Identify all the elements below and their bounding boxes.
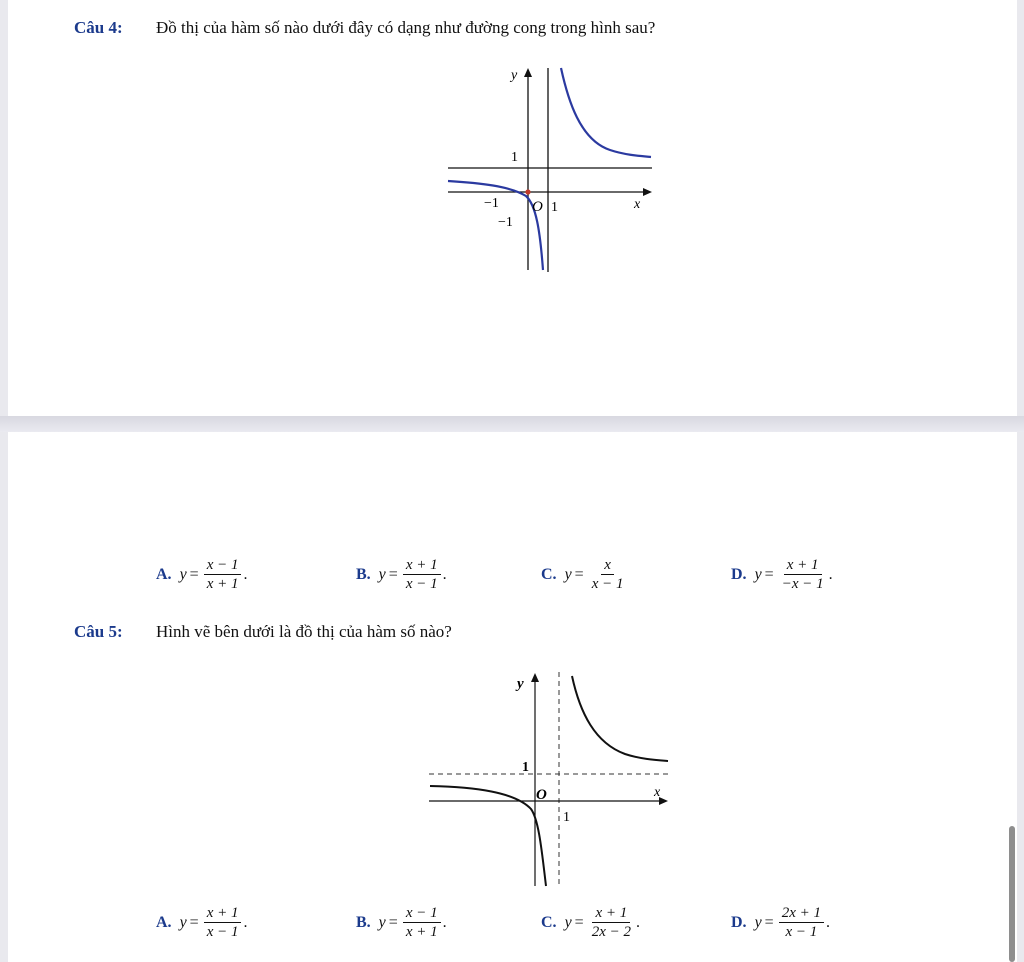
- q4-option-b[interactable]: B. y = $\frac{x + 1}{x - 1}$ .: [356, 557, 447, 592]
- q5-y-one-label: 1: [522, 760, 529, 775]
- option-tail: .: [635, 913, 640, 931]
- q5-curve-right-branch: [572, 676, 668, 761]
- option-letter: C.: [541, 913, 557, 931]
- option-fraction: [779, 556, 827, 593]
- q4-y-one-label: 1: [511, 150, 518, 165]
- question-4-number: Câu 4:: [74, 18, 123, 37]
- option-fraction: [403, 904, 441, 941]
- option-tail: .: [828, 565, 833, 583]
- q5-option-b[interactable]: B. y = $\frac{x - 1}{x + 1}$ .: [356, 905, 447, 940]
- fraction-denominator: −x − 1: [781, 576, 824, 592]
- q4-x-arrow: [643, 188, 652, 196]
- vertical-scrollbar[interactable]: [1009, 826, 1015, 962]
- option-tail: .: [442, 565, 447, 583]
- option-fraction: [204, 904, 242, 941]
- question-5-text: Hình vẽ bên dưới là đồ thị của hàm số nào?: [156, 622, 452, 641]
- fraction-denominator: x − 1: [591, 576, 624, 592]
- option-fraction: [589, 556, 627, 593]
- option-lhs: y: [754, 565, 762, 583]
- fraction-numerator: x: [601, 556, 614, 575]
- option-tail: .: [243, 565, 248, 583]
- q4-x-label: x: [634, 197, 641, 212]
- fraction-numerator: x − 1: [204, 556, 242, 575]
- option-fraction: [589, 904, 634, 941]
- q5-option-c[interactable]: C. y = $\frac{x + 1}{2x - 2}$ .: [541, 905, 640, 940]
- option-tail: .: [825, 913, 830, 931]
- option-fraction: [779, 904, 824, 941]
- q4-y-label: y: [511, 68, 518, 83]
- question-4-text: Đồ thị của hàm số nào dưới đây có dạng như đường cong trong hình sau?: [156, 18, 656, 37]
- q5-origin-label: O: [536, 787, 547, 803]
- q4-x-one-label: 1: [551, 200, 558, 215]
- question-4-heading: [74, 18, 656, 38]
- option-lhs: y: [378, 913, 386, 931]
- question-4-graph: [440, 60, 660, 275]
- option-letter: B.: [356, 565, 371, 583]
- option-letter: C.: [541, 565, 557, 583]
- fraction-numerator: x + 1: [592, 904, 630, 923]
- q4-origin-label: O: [532, 199, 543, 215]
- option-lhs: y: [754, 913, 762, 931]
- q5-x-label: x: [654, 785, 661, 800]
- fraction-numerator: x + 1: [204, 904, 242, 923]
- q4-curve-right-branch: [561, 68, 651, 157]
- q4-x-neg-one-label: −1: [484, 196, 499, 211]
- option-letter: B.: [356, 913, 371, 931]
- q5-x-arrow: [659, 797, 668, 805]
- fraction-denominator: x − 1: [405, 576, 438, 592]
- q5-option-a[interactable]: A. y = $\frac{x + 1}{x - 1}$ .: [156, 905, 248, 940]
- q5-y-arrow: [531, 673, 539, 682]
- fraction-denominator: x + 1: [405, 924, 438, 940]
- q4-option-c[interactable]: C. y = $\frac{x}{x - 1}$: [541, 556, 628, 593]
- q4-option-a[interactable]: A. y = $\frac{x - 1}{x + 1}$ .: [156, 557, 248, 592]
- option-fraction: [403, 556, 441, 593]
- question-5-number: Câu 5:: [74, 622, 123, 641]
- q5-option-d[interactable]: D. y = $\frac{2x + 1}{x - 1}$ .: [731, 905, 830, 940]
- question-5-graph: [425, 668, 675, 890]
- option-letter: A.: [156, 565, 172, 583]
- q5-y-label: y: [517, 676, 524, 692]
- option-letter: D.: [731, 565, 747, 583]
- q4-y-arrow: [524, 68, 532, 77]
- question-5-heading: [74, 622, 452, 642]
- page-divider: [0, 416, 1024, 432]
- option-lhs: y: [378, 565, 386, 583]
- option-lhs: y: [179, 913, 187, 931]
- q4-intercept-point: [525, 189, 530, 194]
- option-lhs: y: [564, 565, 572, 583]
- option-tail: .: [243, 913, 248, 931]
- option-fraction: [204, 556, 242, 593]
- option-lhs: y: [179, 565, 187, 583]
- q5-x-one-label: 1: [563, 810, 570, 825]
- q4-option-d[interactable]: D. y = $\frac{x + 1}{-x - 1}$ .: [731, 557, 833, 592]
- fraction-denominator: 2x − 2: [591, 924, 631, 940]
- q4-y-neg-one-label: −1: [498, 215, 513, 230]
- fraction-denominator: x + 1: [206, 576, 239, 592]
- fraction-denominator: x − 1: [206, 924, 239, 940]
- option-letter: A.: [156, 913, 172, 931]
- fraction-numerator: x + 1: [403, 556, 441, 575]
- fraction-denominator: x − 1: [785, 924, 818, 940]
- option-tail: .: [442, 913, 447, 931]
- option-lhs: y: [564, 913, 572, 931]
- fraction-numerator: 2x + 1: [779, 904, 824, 923]
- fraction-numerator: x − 1: [403, 904, 441, 923]
- fraction-numerator: x + 1: [784, 556, 822, 575]
- option-letter: D.: [731, 913, 747, 931]
